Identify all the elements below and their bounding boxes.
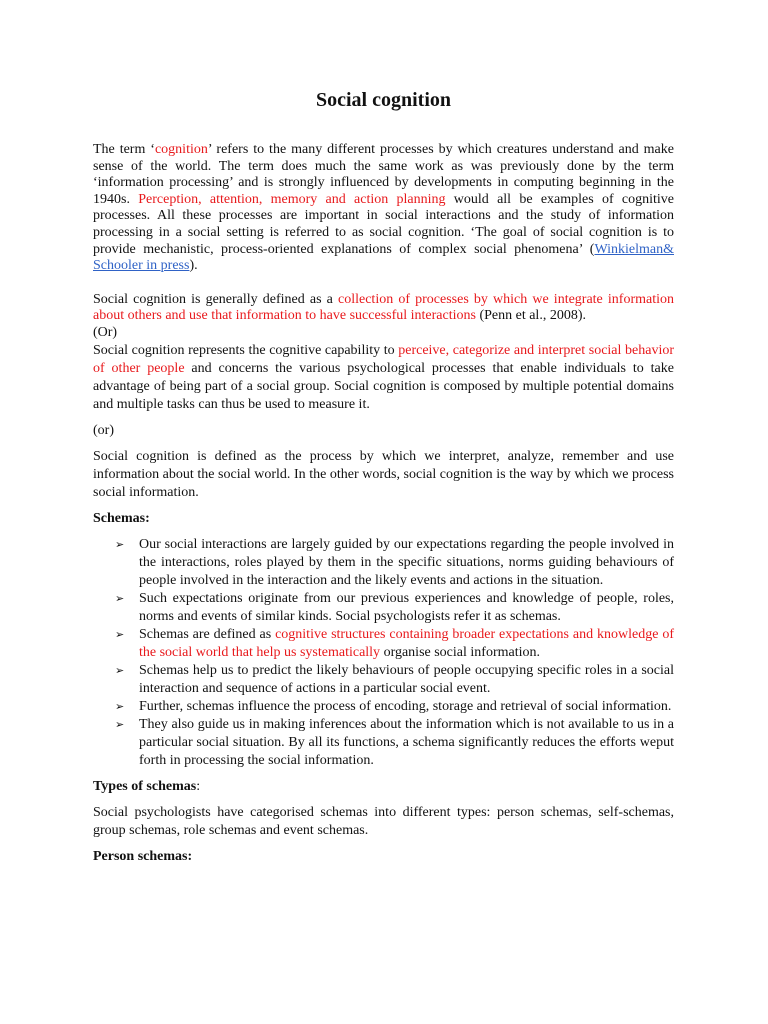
list-item: ➢ Schemas are defined as cognitive structures containing broader expectations and knowledge of the social world that help us systematically organise social information. [115, 626, 674, 660]
definition-paragraph: Social cognition is generally defined as a collection of processes by which we integrate information about others and use that information to have successful interactions (Penn et al., 2008). [93, 291, 674, 324]
citation-link[interactable]: Winkielman& Schooler in press [93, 241, 674, 274]
arrow-bullet-icon: ➢ [115, 663, 125, 677]
or-separator-1: (Or) [93, 324, 118, 340]
list-item: ➢ Further, schemas influence the process of encoding, storage and retrieval of social information. [115, 698, 672, 714]
arrow-bullet-icon: ➢ [115, 717, 125, 731]
process-paragraph: Social cognition is defined as the process by which we interpret, analyze, remember and use information about the social world. In the other words, social cognition is the way by which we process social information. [93, 448, 674, 500]
page-title: Social cognition [315, 89, 451, 111]
person-schemas-heading: Person schemas: [93, 848, 193, 864]
schemas-heading: Schemas: [93, 510, 150, 526]
list-item: ➢ Our social interactions are largely guided by our expectations regarding the people involved in the interactions, roles played by them in the specific situations, norms guiding behaviours of people involved in the interaction and the likely events and actions in the situation. [115, 536, 674, 588]
arrow-bullet-icon: ➢ [115, 591, 125, 605]
document-page [93, 86, 674, 866]
intro-paragraph: The term ‘cognition’ refers to the many different processes by which creatures understand and make sense of the world. The term does much the same work as was previously done by the term ‘information processing’ and is strongly influenced by developments in computing beginning in the 1940s. Perception, attention, memory and action planning would all be examples of cognitive processes. All these processes are important in social interactions and the study of information processing in a social setting is referred to as social cognition. ‘The goal of social cognition is to provide mechanistic, process-oriented explanations of complex social phenomena’ (Winkielman& Schooler in press). [93, 142, 674, 274]
highlight-schema-definition: cognitive structures containing broader expectations and knowledge of the social world that help us systematically [139, 626, 674, 660]
highlight-processes: Perception, attention, memory and action planning [138, 191, 446, 207]
list-item: ➢ Such expectations originate from our previous experiences and knowledge of people, roles, norms and events of similar kinds. Social psychologists refer it as schemas. [115, 590, 674, 624]
or-separator-2: (or) [93, 422, 114, 438]
list-item: ➢ They also guide us in making inferences about the information which is not available to us in a particular social situation. By all its functions, a schema significantly reduces the efforts weput forth in processing the social information. [115, 716, 674, 768]
highlight-cognition: cognition [154, 142, 208, 157]
arrow-bullet-icon: ➢ [115, 627, 125, 641]
capability-paragraph: Social cognition represents the cognitive capability to perceive, categorize and interpret social behavior of other people and concerns the various psychological processes that enable individuals to take advantage of being part of a social group. Social cognition is composed by multiple potential domains and multiple tasks can thus be used to measure it. [93, 342, 675, 412]
schemas-list [93, 536, 674, 770]
arrow-bullet-icon: ➢ [115, 537, 125, 551]
list-item: ➢ Schemas help us to predict the likely behaviours of people occupying specific roles in a social interaction and sequence of actions in a particular social event. [115, 662, 674, 696]
types-heading: Types of schemas: [93, 778, 201, 794]
types-paragraph: Social psychologists have categorised schemas into different types: person schemas, self-schemas, group schemas, role schemas and event schemas. [93, 804, 674, 838]
arrow-bullet-icon: ➢ [115, 699, 125, 713]
highlight-capability: perceive, categorize and interpret social behavior of other people [93, 342, 675, 376]
highlight-definition: collection of processes by which we integrate information about others and use that information to have successful interactions [93, 291, 674, 324]
